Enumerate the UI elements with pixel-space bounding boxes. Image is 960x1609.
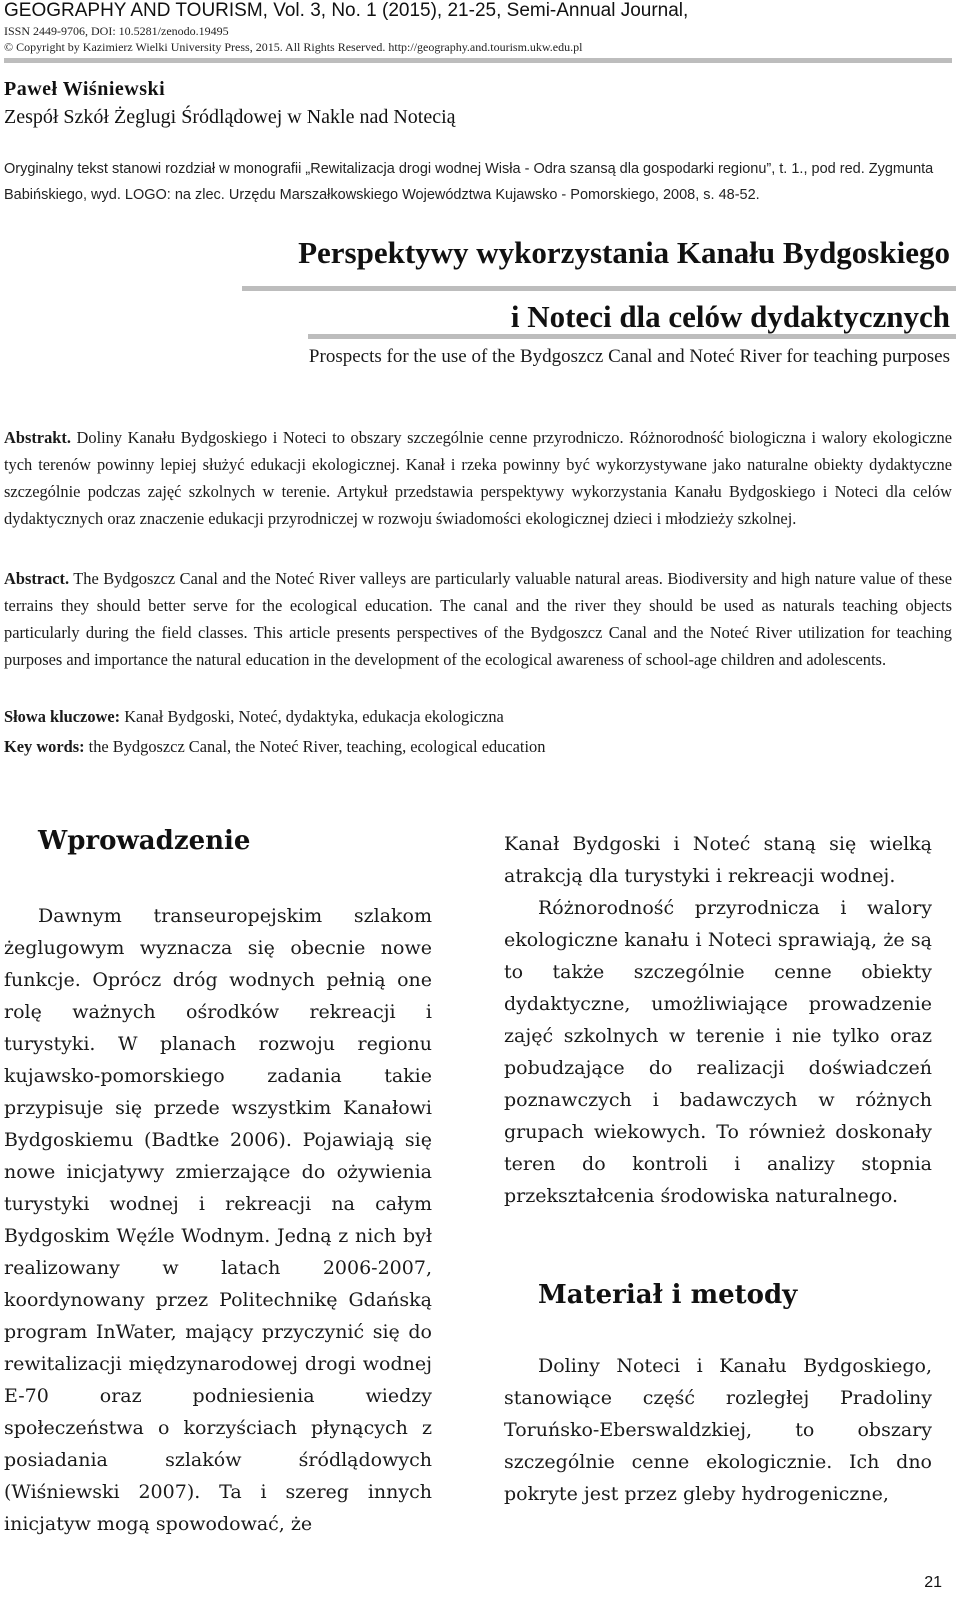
abstract-en: [4, 565, 952, 673]
original-source-note: Oryginalny tekst stanowi rozdział w monografii „Rewitalizacja drogi wodnej Wisła - Odra szansą dla gospodarki regionu”, t. 1., pod red. Zygmunta Babińskiego, wyd. LOGO: na zlec. Urzędu Marszałkowskiego Województwa Kujawsko - Pomorskiego, 2008, s. 48-52.: [4, 161, 934, 203]
title-line-1: Perspektywy wykorzystania Kanału Bydgoskiego: [298, 235, 950, 270]
section-heading-introduction: Wprowadzenie: [38, 826, 251, 856]
intro-paragraph-1-continued: Kanał Bydgoski i Noteć staną się wielką atrakcją dla turystyki i rekreacji wodnej.: [504, 833, 932, 887]
article-title-pl: [50, 236, 950, 334]
intro-paragraph-2: Różnorodność przyrodnicza i walory ekologiczne kanału i Noteci sprawiają, że są to także szczególnie cenne obiekty dydaktyczne, umożliwiające prowadzenie zajęć szkolnych w terenie i nie tylko oraz pobudzające do realizacji doświadczeń poznawczych i badawczych w różnych grupach wiekowych. To również doskonały teren do kontroli i analizy stopnia przekształcenia środowiska naturalnego.: [504, 897, 932, 1207]
abstract-pl-label: Abstrakt.: [4, 428, 71, 447]
intro-column-left: [4, 900, 432, 1540]
author-name: Paweł Wiśniewski: [4, 78, 166, 100]
abstract-en-label: Abstract.: [4, 569, 70, 588]
intro-paragraph-1: Dawnym transeuropejskim szlakom żeglugowym wyznacza się obecnie nowe funkcje. Oprócz dróg wodnych pełnią one rolę ważnych ośrodków rekreacji i turystyki. W planach rozwoju regionu kujawsko-pomorskiego zadania takie przypisuje się przede wszystkim Kanałowi Bydgoskiemu (Badtke 2006). Pojawiają się nowe inicjatywy zmierzające do ożywienia turystyki wodnej i rekreacji na całym Bydgoskim Węźle Wodnym. Jedną z nich był realizowany w latach 2006-2007, koordynowany przez Politechnikę Gdańską program InWater, mający przyczynić się do rewitalizacji międzynarodowej drogi wodnej E-70 oraz podniesienia wiedzy społeczeństwa o korzyściach płynących z posiadania szlaków śródlądowych (Wiśniewski 2007). Ta i szereg innych inicjatyw mogą spowodować, że: [4, 905, 432, 1535]
keywords-pl-label: Słowa kluczowe:: [4, 707, 121, 726]
intro-column-right: [504, 828, 932, 1212]
methods-paragraph-1: Doliny Noteci i Kanału Bydgoskiego, stanowiące część rozległej Pradoliny Toruńsko-Eberswaldzkiej, to obszary szczególnie cenne ekologicznie. Ich dno pokryte jest przez gleby hydrogeniczne,: [504, 1355, 932, 1505]
title-rule-1: [242, 286, 956, 291]
methods-column: [504, 1350, 932, 1510]
page-number: 21: [924, 1574, 942, 1591]
abstract-en-text: The Bydgoszcz Canal and the Noteć River valleys are particularly valuable natural areas. Biodiversity and high nature value of these terrains they should better serve for the ecological education. The canal and the river they should be used as naturals teaching objects particularly during the field classes. This article presents perspectives of the Bydgoszcz Canal and the Noteć River utilization for teaching purposes and importance the natural education in the development of the ecological awareness of school-age children and adolescents.: [4, 569, 952, 669]
keywords-en-label: Key words:: [4, 737, 85, 756]
keywords-pl: [4, 703, 952, 730]
title-rule-2: [308, 334, 956, 339]
keywords-en: [4, 733, 952, 760]
copyright-line: © Copyright by Kazimierz Wielki University Press, 2015. All Rights Reserved. http://geography.and.tourism.ukw.edu.pl: [4, 40, 583, 54]
keywords-pl-text: Kanał Bydgoski, Noteć, dydaktyka, edukacja ekologiczna: [120, 707, 504, 726]
abstract-pl-text: Doliny Kanału Bydgoskiego i Noteci to obszary szczególnie cenne przyrodniczo. Różnorodność biologiczna i walory ekologiczne tych terenów powinny lepiej służyć edukacji ekologicznej. Kanał i rzeka powinny być wykorzystywane jako naturalne obiekty dydaktyczne szczególnie podczas zajęć szkolnych w terenie. Artykuł przedstawia perspektywy wykorzystania Kanału Bydgoskiego i Noteci dla celów dydaktycznych oraz znaczenie edukacji przyrodniczej w rozwoju świadomości ekologicznej dzieci i młodzieży szkolnej.: [4, 428, 952, 528]
abstract-pl: [4, 424, 952, 532]
journal-header: GEOGRAPHY AND TOURISM, Vol. 3, No. 1 (2015), 21-25, Semi-Annual Journal,: [4, 0, 689, 21]
section-heading-methods: Materiał i metody: [538, 1280, 798, 1310]
issn-doi-line: ISSN 2449-9706, DOI: 10.5281/zenodo.19495: [4, 24, 229, 38]
title-line-2: i Noteci dla celów dydaktycznych: [510, 299, 950, 334]
header-rule: [4, 58, 952, 63]
keywords-en-text: the Bydgoszcz Canal, the Noteć River, teaching, ecological education: [84, 737, 546, 756]
author-affiliation: Zespół Szkół Żeglugi Śródlądowej w Nakle nad Notecią: [4, 106, 456, 128]
article-title-en: Prospects for the use of the Bydgoszcz Canal and Noteć River for teaching purposes: [308, 346, 950, 367]
